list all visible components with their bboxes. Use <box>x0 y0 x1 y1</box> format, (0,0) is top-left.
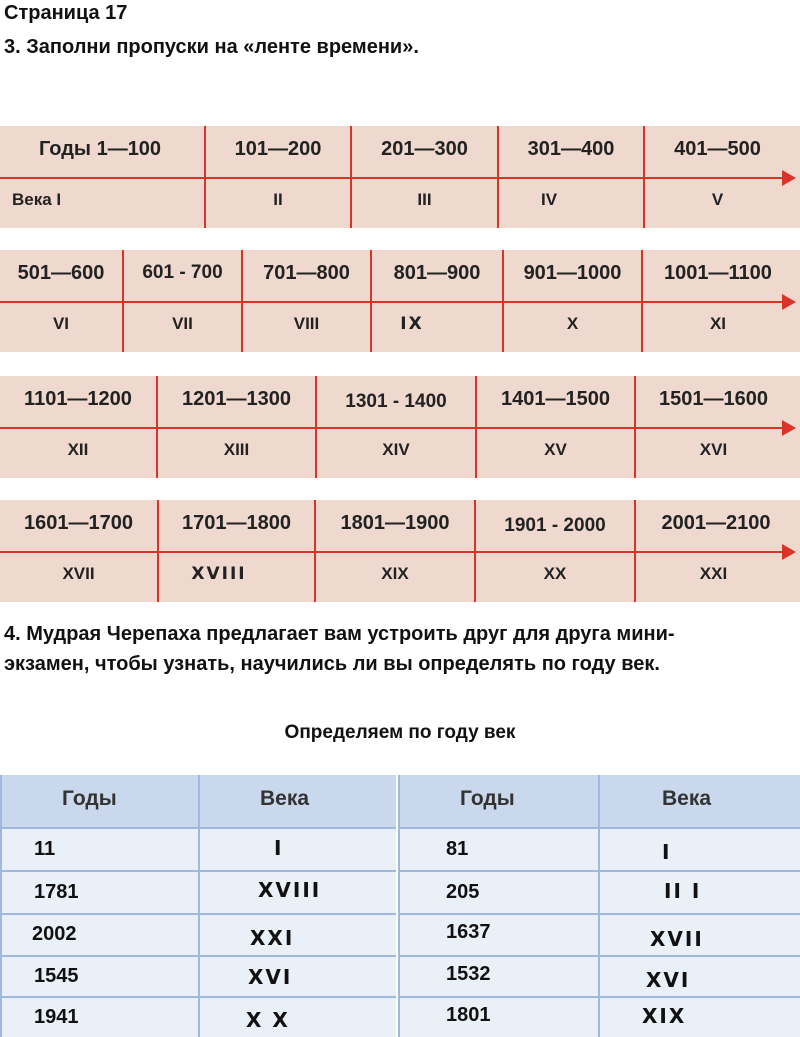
year-value: 1781 <box>34 881 79 903</box>
years-cell: 801—900 <box>393 262 481 284</box>
century-answer: XVI <box>248 965 293 989</box>
years-cell: 1401—1500 <box>501 388 610 410</box>
century-answer: XXI <box>250 926 295 950</box>
table-title: Определяем по году век <box>284 722 516 743</box>
century-cell: XVI <box>699 440 728 459</box>
years-cell: 1201—1300 <box>182 388 291 410</box>
year-value: 1637 <box>446 921 491 943</box>
years-cell: 201—300 <box>381 138 468 160</box>
header-centuries: Века <box>662 787 712 810</box>
timeline-row <box>0 376 800 478</box>
century-cell: X <box>566 314 579 333</box>
years-cell: 101—200 <box>234 138 322 160</box>
year-value: 81 <box>446 838 469 860</box>
year-value: 2002 <box>32 923 77 945</box>
years-cell: 701—800 <box>263 262 350 284</box>
century-answer: X X <box>246 1008 290 1032</box>
century-cell: XV <box>544 440 567 459</box>
year-value: 205 <box>446 881 480 903</box>
century-cell: VI <box>52 314 70 333</box>
header-years: Годы <box>460 787 515 810</box>
task-3-heading: 3. Заполни пропуски на «ленте времени». <box>4 36 419 58</box>
years-cell: 1801—1900 <box>340 512 450 534</box>
timeline-row <box>0 126 800 228</box>
timeline-row <box>0 500 800 602</box>
years-cell: 2001—2100 <box>661 512 771 534</box>
century-cell: XI <box>709 314 727 333</box>
years-cell: 401—500 <box>674 138 761 160</box>
years-cell: 301—400 <box>527 138 615 160</box>
century-answer: XVIII <box>258 878 322 902</box>
years-cell: 901—1000 <box>523 262 622 284</box>
years-cell: 1601—1700 <box>24 512 133 534</box>
arrow-icon <box>782 294 796 310</box>
year-value: 1941 <box>34 1006 79 1028</box>
century-cell: IV <box>540 190 558 209</box>
year-value: 1532 <box>446 963 491 985</box>
years-cell: Годы 1—100 <box>38 138 162 160</box>
years-cell: 601 - 700 <box>142 262 223 283</box>
header-years: Годы <box>62 787 117 810</box>
row-divider <box>400 996 800 998</box>
table-left <box>0 775 396 1037</box>
arrow-icon <box>782 544 796 560</box>
year-value: 1545 <box>34 965 79 987</box>
row-divider <box>400 913 800 915</box>
century-answer: II I <box>664 879 702 903</box>
century-cell: XVII <box>62 564 95 583</box>
years-cell: 1301 - 1400 <box>345 391 447 412</box>
timeline-line <box>0 551 790 553</box>
century-cell: IX <box>400 314 424 334</box>
century-cell: II <box>273 190 283 209</box>
task-4-line-2: экзамен, чтобы узнать, научились ли вы определять по году век. <box>4 653 660 675</box>
century-cell: XIII <box>223 440 250 459</box>
row-divider <box>2 955 396 957</box>
years-cell: 1001—1100 <box>664 262 772 284</box>
century-cell: XX <box>543 564 567 583</box>
century-answer: I <box>274 836 284 860</box>
row-divider <box>2 913 396 915</box>
century-answer: XVII <box>650 927 704 951</box>
century-cell: V <box>711 190 724 209</box>
timeline-line <box>0 427 790 429</box>
table-right <box>398 775 800 1037</box>
century-cell: VIII <box>293 314 320 333</box>
years-cell: 1101—1200 <box>24 388 132 410</box>
timeline-line <box>0 301 790 303</box>
row-divider <box>400 827 800 829</box>
years-cell: 1701—1800 <box>182 512 291 534</box>
row-divider <box>400 955 800 957</box>
task-4-line-1: 4. Мудрая Черепаха предлагает вам устроить друг для друга мини- <box>4 623 675 645</box>
timeline-row <box>0 250 800 352</box>
years-cell: 1901 - 2000 <box>504 515 606 536</box>
century-answer: XVI <box>646 968 691 992</box>
year-value: 1801 <box>446 1004 491 1026</box>
page-title: Страница 17 <box>4 2 128 24</box>
row-divider <box>400 870 800 872</box>
year-value: 11 <box>34 838 56 860</box>
header-centuries: Века <box>260 787 310 810</box>
century-cell: XXI <box>699 564 728 583</box>
arrow-icon <box>782 170 796 186</box>
row-divider <box>2 870 396 872</box>
arrow-icon <box>782 420 796 436</box>
years-cell: 1501—1600 <box>659 388 768 410</box>
century-answer: I <box>662 840 672 864</box>
years-cell: 501—600 <box>17 262 105 284</box>
century-cell: XII <box>67 440 89 459</box>
century-cell: VII <box>172 314 193 333</box>
row-divider <box>2 827 396 829</box>
timeline-line <box>0 177 790 179</box>
century-answer: XIX <box>642 1004 687 1028</box>
row-divider <box>2 996 396 998</box>
century-cell: XVIII <box>191 564 247 584</box>
century-cell: XIV <box>382 440 410 459</box>
century-cell: III <box>417 190 432 209</box>
century-cell: Века I <box>12 190 62 209</box>
century-cell: XIX <box>381 564 409 583</box>
